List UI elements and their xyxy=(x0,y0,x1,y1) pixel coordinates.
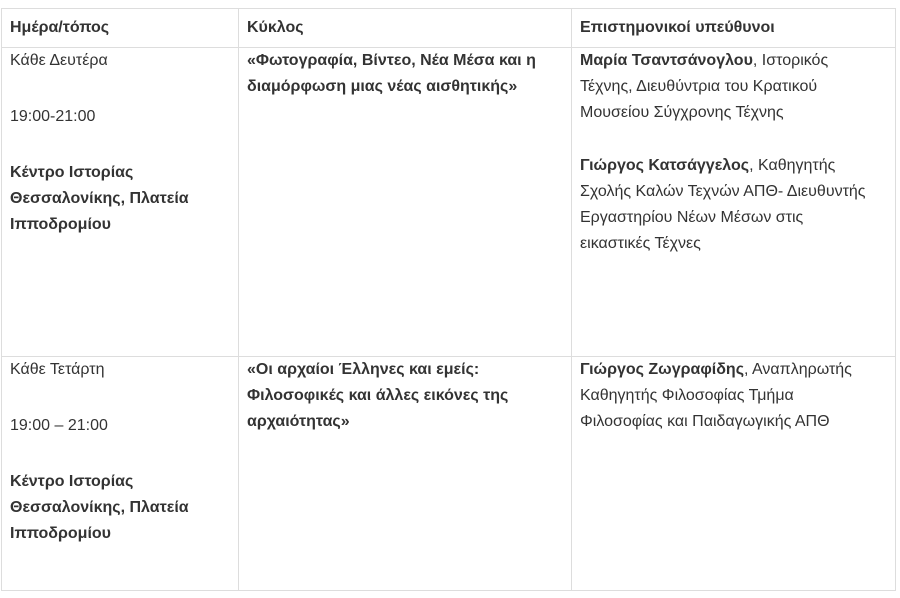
leads-cell xyxy=(572,48,896,357)
place-line: Θεσσαλονίκης, Πλατεία xyxy=(10,190,189,207)
time-text: 19:00 – 21:00 xyxy=(10,417,108,434)
day-place-cell xyxy=(2,357,239,591)
cycle-cell xyxy=(239,48,572,357)
person-title-line: Καθηγητής Φιλοσοφίας Τμήμα xyxy=(580,387,794,404)
cycle-title-line: αρχαιότητας» xyxy=(247,413,350,430)
table-row xyxy=(2,48,896,357)
header-day-place: Ημέρα/τόπος xyxy=(2,9,239,48)
table-header-row xyxy=(2,9,896,48)
place-line: Ιπποδρομίου xyxy=(10,216,111,233)
person-title-line: εικαστικές Τέχνες xyxy=(580,235,701,252)
cycle-title-line: «Οι αρχαίοι Έλληνες και εμείς: xyxy=(247,361,480,378)
person-title-line: Σχολής Καλών Τεχνών ΑΠΘ- Διευθυντής xyxy=(580,183,866,200)
table-row xyxy=(2,357,896,591)
person-title: , Ιστορικός xyxy=(752,52,829,69)
person-name: Μαρία Τσαντσάνογλου xyxy=(580,52,753,69)
person-entry xyxy=(580,153,887,179)
header-scientific-leads: Επιστημονικοί υπεύθυνοι xyxy=(572,9,896,48)
person-name: Γιώργος Κατσάγγελος xyxy=(580,157,750,174)
person-title: , Αναπληρωτής xyxy=(744,361,852,378)
cycle-title-line: Φιλοσοφικές και άλλες εικόνες της xyxy=(247,387,509,404)
person-title-line: Τέχνης, Διευθύντρια του Κρατικού xyxy=(580,78,818,95)
place-line: Κέντρο Ιστορίας xyxy=(10,473,134,490)
cycle-title-line: «Φωτογραφία, Βίντεο, Νέα Μέσα και η xyxy=(247,52,536,69)
header-cycle: Κύκλος xyxy=(239,9,572,48)
day-place-cell xyxy=(2,48,239,357)
cycle-cell xyxy=(239,357,572,591)
place-line: Κέντρο Ιστορίας xyxy=(10,164,134,181)
person-title-line: Εργαστηρίου Νέων Μέσων στις xyxy=(580,209,804,226)
leads-cell xyxy=(572,357,896,591)
person-entry xyxy=(580,357,887,383)
person-title: , Καθηγητής xyxy=(749,157,836,174)
time-text: 19:00-21:00 xyxy=(10,108,96,125)
person-name: Γιώργος Ζωγραφίδης xyxy=(580,361,745,378)
cycle-title-line: διαμόρφωση μιας νέας αισθητικής» xyxy=(247,78,518,95)
day-text: Κάθε Τετάρτη xyxy=(10,361,105,378)
person-title-line: Φιλοσοφίας και Παιδαγωγικής ΑΠΘ xyxy=(580,413,830,430)
day-text: Κάθε Δευτέρα xyxy=(10,52,108,69)
schedule-table xyxy=(1,8,896,591)
place-line: Ιπποδρομίου xyxy=(10,525,111,542)
person-title-line: Μουσείου Σύγχρονης Τέχνης xyxy=(580,104,784,121)
person-entry xyxy=(580,48,887,74)
place-line: Θεσσαλονίκης, Πλατεία xyxy=(10,499,189,516)
